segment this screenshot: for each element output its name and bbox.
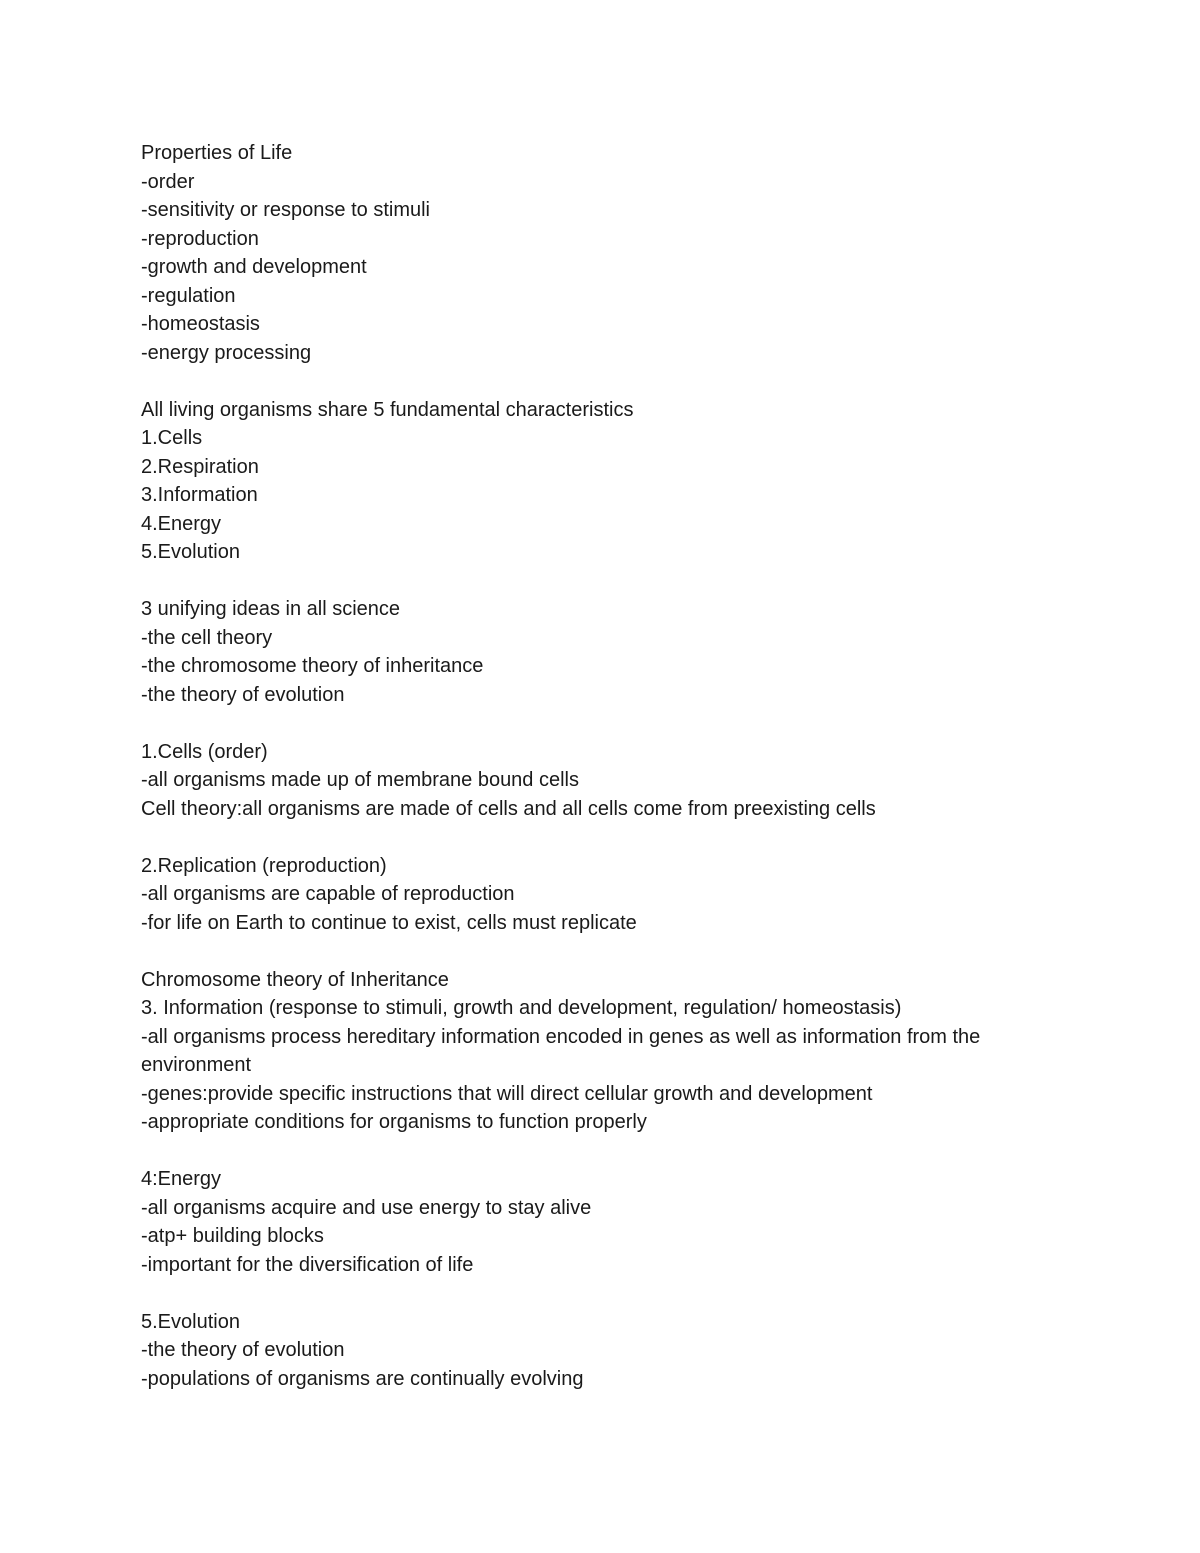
- document-body: [141, 139, 1071, 1422]
- list-item: -order: [141, 170, 195, 193]
- list-item: -important for the diversification of life: [141, 1253, 474, 1276]
- list-item: -sensitivity or response to stimuli: [141, 199, 430, 221]
- section-information: [141, 966, 1071, 1137]
- section-properties-of-life: [141, 139, 1071, 367]
- section-evolution: [141, 1308, 1071, 1394]
- section-heading: 4:Energy: [141, 1168, 222, 1190]
- list-item: -regulation: [141, 284, 236, 307]
- section-heading: Chromosome theory of Inheritance: [141, 968, 449, 991]
- section-replication: [141, 852, 1071, 938]
- list-item: -growth and development: [141, 256, 367, 278]
- list-item: 4.Energy: [141, 512, 222, 535]
- list-item: 2.Respiration: [141, 455, 259, 478]
- section-fundamental-characteristics: [141, 396, 1071, 567]
- list-item: -energy processing: [141, 341, 312, 364]
- list-item: -populations of organisms are continually evolving: [141, 1367, 584, 1390]
- section-heading: 5.Evolution: [141, 1310, 240, 1333]
- section-heading: 2.Replication (reproduction): [141, 854, 387, 877]
- list-item: -the chromosome theory of inheritance: [141, 655, 484, 677]
- list-item: -genes:provide specific instructions that will direct cellular growth and development: [141, 1082, 873, 1105]
- section-cells: [141, 738, 1071, 824]
- section-unifying-ideas: [141, 595, 1071, 709]
- list-item: Cell theory:all organisms are made of cells and all cells come from preexisting cells: [141, 797, 876, 820]
- section-heading: All living organisms share 5 fundamental characteristics: [141, 398, 634, 421]
- section-heading: 3 unifying ideas in all science: [141, 598, 401, 620]
- list-item: 1.Cells: [141, 427, 203, 449]
- section-heading: 1.Cells (order): [141, 740, 268, 763]
- list-item: -the theory of evolution: [141, 1339, 345, 1361]
- list-item: -atp+ building blocks: [141, 1225, 324, 1247]
- list-item: -all organisms acquire and use energy to stay alive: [141, 1196, 592, 1219]
- list-item: 3. Information (response to stimuli, growth and development, regulation/ homeostasis): [141, 997, 902, 1019]
- list-item: 3.Information: [141, 484, 258, 506]
- list-item: -for life on Earth to continue to exist, cells must replicate: [141, 911, 637, 934]
- list-item: 5.Evolution: [141, 541, 240, 563]
- list-item: -appropriate conditions for organisms to function properly: [141, 1111, 647, 1133]
- list-item: -all organisms are capable of reproduction: [141, 883, 515, 905]
- list-item: -homeostasis: [141, 313, 260, 335]
- list-item: -the cell theory: [141, 626, 273, 649]
- list-item: -the theory of evolution: [141, 683, 345, 706]
- section-energy: [141, 1165, 1071, 1279]
- section-heading: Properties of Life: [141, 142, 293, 164]
- list-item: -all organisms process hereditary information encoded in genes as well as information from the environment: [141, 1025, 986, 1076]
- list-item: -all organisms made up of membrane bound cells: [141, 769, 579, 791]
- list-item: -reproduction: [141, 227, 259, 250]
